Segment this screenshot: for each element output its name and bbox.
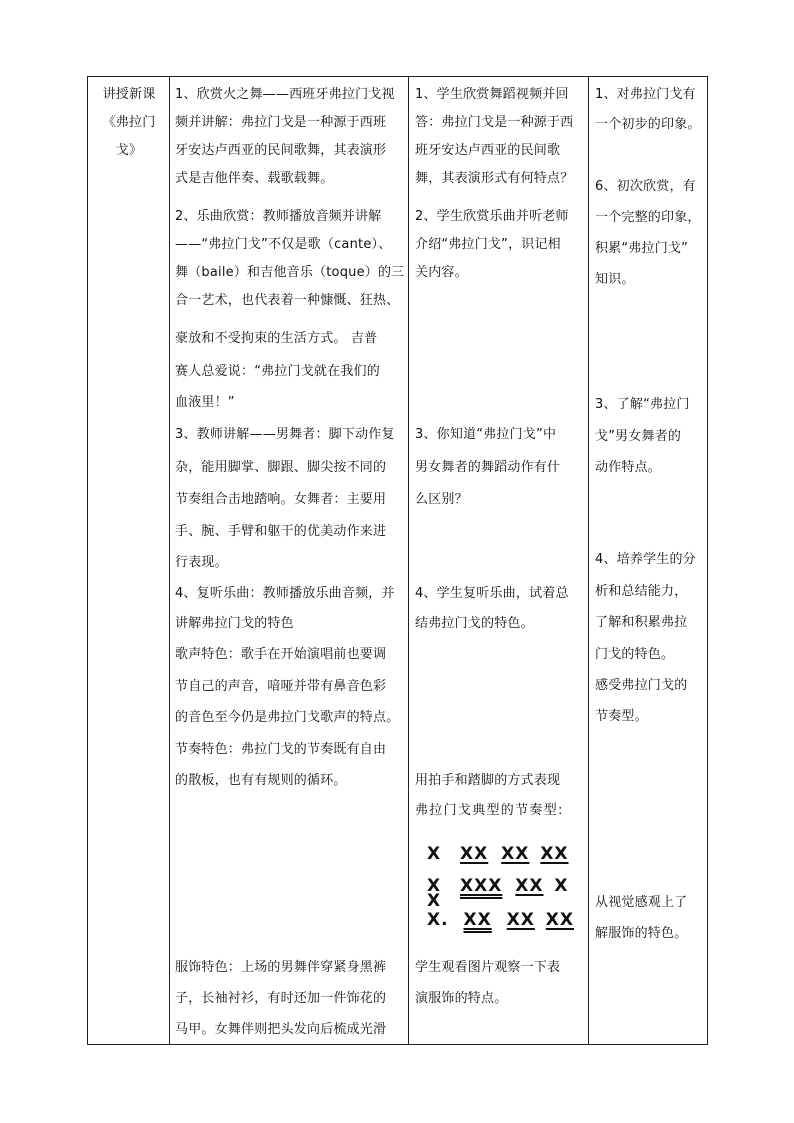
intent-line: 1、对弗拉门戈有 (595, 87, 696, 102)
intent-line: 析和总结能力， (595, 584, 688, 599)
student-activity-cell (409, 77, 589, 1045)
section-cell (88, 77, 170, 1045)
student-line: 演服饰的特点。 (415, 991, 508, 1006)
rhythm-row-2-wrap (427, 891, 441, 911)
teacher-line: 节奏特色：弗拉门戈的节奏既有自由 (175, 742, 387, 757)
student-line: 舞，其表演形式有何特点？ (415, 171, 574, 186)
teacher-line: 马甲。女舞伴则把头发向后梳成光滑 (175, 1022, 387, 1037)
intent-line: 节奏型。 (595, 709, 648, 724)
intent-line: 4、培养学生的分 (595, 552, 696, 567)
teacher-activity-cell (170, 77, 409, 1045)
rhythm-note: X (427, 891, 442, 911)
teacher-line: 1、欣赏火之舞——西班牙弗拉门戈视 (175, 87, 395, 102)
student-line: 介绍“弗拉门戈”，识记相 (415, 237, 561, 252)
student-line: 4、学生复听乐曲，试着总 (415, 586, 569, 601)
rhythm-note: XX (463, 910, 492, 930)
teacher-line: 合一艺术，也代表着一种慷慨、狂热、 (175, 293, 400, 308)
intent-line: 戈”男女舞者的 (595, 429, 682, 444)
intent-line: 知识。 (595, 272, 635, 287)
rhythm-note: X. (427, 910, 449, 930)
student-line: 3、你知道“弗拉门戈”中 (415, 427, 557, 442)
rhythm-row-2 (427, 876, 569, 896)
student-line: 用拍手和踏脚的方式表现 (415, 773, 561, 788)
teacher-line: 的散板，也有有规则的循环。 (175, 773, 347, 788)
section-label-line: 讲授新课 (102, 87, 156, 102)
lesson-plan-table (87, 76, 708, 1045)
rhythm-note: XX (506, 910, 535, 930)
teacher-line: 歌声特色：歌手在开始演唱前也要调 (175, 647, 387, 662)
section-label-line: 《弗拉门 (102, 115, 156, 130)
table-row (88, 77, 708, 1045)
teacher-line: 豪放和不受拘束的生活方式。 吉普 (175, 331, 378, 346)
teacher-line: 子，长袖衬衫，有时还加一件饰花的 (175, 991, 387, 1006)
intent-line: 感受弗拉门戈的 (595, 678, 688, 693)
teacher-line: 服饰特色：上场的男舞伴穿紧身黑裤 (175, 960, 387, 975)
intent-line: 一个初步的印象。 (595, 117, 701, 132)
rhythm-row-1 (427, 844, 569, 864)
intent-line: 3、了解“弗拉门 (595, 397, 690, 412)
teacher-line: 节自己的声音，喑哑并带有鼻音色彩 (175, 679, 387, 694)
teacher-line: 行表现。 (175, 555, 228, 570)
intent-line: 一个完整的印象， (595, 210, 701, 225)
student-line: 男女舞者的舞蹈动作有什 (415, 460, 561, 475)
intent-line: 动作特点。 (595, 460, 662, 475)
student-line: 结弗拉门戈的特色。 (415, 616, 534, 631)
section-label-line: 戈》 (115, 143, 143, 158)
teacher-line: 杂，能用脚掌、脚跟、脚尖按不同的 (175, 460, 387, 475)
teacher-line: 血液里！” (175, 395, 235, 410)
teacher-line: 讲解弗拉门戈的特色 (175, 616, 294, 631)
rhythm-note: XX (545, 910, 574, 930)
intent-line: 积累“弗拉门戈” (595, 241, 689, 256)
teacher-line: 节奏组合击地踏响。女舞者：主要用 (175, 492, 387, 507)
rhythm-note: XX (515, 876, 544, 896)
rhythm-note: XX (501, 844, 530, 864)
teacher-line: 手、腕、手臂和躯干的优美动作来进 (175, 524, 387, 539)
teacher-line: 牙安达卢西亚的民间歌舞，其表演形 (175, 143, 387, 158)
teacher-line: 式是吉他伴奏、载歌载舞。 (175, 171, 334, 186)
teacher-line: ——“弗拉门戈”不仅是歌（cante）、 (175, 237, 392, 252)
intent-line: 解服饰的特色。 (595, 926, 688, 941)
rhythm-note: X (554, 876, 569, 896)
rhythm-note: X (427, 844, 442, 864)
teacher-line: 频并讲解：弗拉门戈是一种源于西班 (175, 115, 387, 130)
student-line: 关内容。 (415, 265, 468, 280)
intent-line: 了解和积累弗拉 (595, 615, 688, 630)
rhythm-note: XXX (460, 876, 503, 896)
intent-line: 门戈的特色。 (595, 647, 675, 662)
teacher-line: 4、复听乐曲：教师播放乐曲音频，并 (175, 586, 395, 601)
rhythm-note: XX (540, 844, 569, 864)
rhythm-note: XX (460, 844, 489, 864)
teacher-line: 赛人总爱说：“弗拉门戈就在我们的 (175, 364, 380, 379)
student-line: 答：弗拉门戈是一种源于西 (415, 115, 574, 130)
teacher-line: 3、教师讲解——男舞者：脚下动作复 (175, 427, 395, 442)
student-line: 弗拉门戈典型的节奏型: (415, 803, 564, 818)
student-line: 学生观看图片观察一下表 (415, 960, 561, 975)
student-line: 么区别？ (415, 492, 468, 507)
intent-line: 从视觉感观上了 (595, 895, 688, 910)
intent-line: 6、初次欣赏，有 (595, 179, 696, 194)
rhythm-note: X (427, 876, 442, 896)
teacher-line: 舞（baile）和吉他音乐（toque）的三 (175, 265, 405, 280)
student-line: 1、学生欣赏舞蹈视频并回 (415, 87, 569, 102)
student-line: 班牙安达卢西亚的民间歌 (415, 143, 561, 158)
student-line: 2、学生欣赏乐曲并听老师 (415, 209, 569, 224)
teacher-line: 2、乐曲欣赏：教师播放音频并讲解 (175, 209, 382, 224)
rhythm-row-3 (427, 910, 574, 930)
design-intent-cell (589, 77, 708, 1045)
teacher-line: 的音色至今仍是弗拉门戈歌声的特点。 (175, 710, 400, 725)
